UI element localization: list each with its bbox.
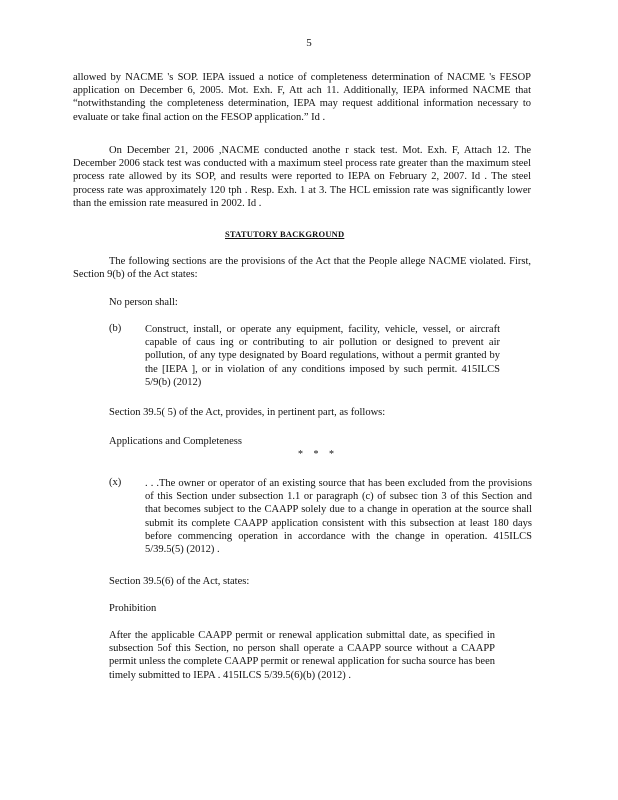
section-39-5-5-intro: Section 39.5( 5) of the Act, provides, in pertinent part, as follows: [109,407,386,418]
paragraph-text: allowed by NACME 's SOP. IEPA issued a notice of completeness determination of NACME 's FESOP application on December 6, 2005. Mot. Exh. F, Att ach 11. Additionally, IEPA informed NACME that “notwithstanding the completeness determination, IEPA may request additional information necessary to evaluate or take final action on the FESOP application.” Id . [73,72,531,123]
item-b-text: Construct, install, or operate any equipment, facility, vehicle, vessel, or aircraft capable of caus ing or contributing to air pollution or designed to prevent air pollution, of any type designated by Board regulations, without a permit granted by the [IEPA ], or in violation of any conditions imposed by such permit. 415ILCS 5/9(b) (2012) [145,324,500,388]
item-x-text: . . .The owner or operator of an existing source that has been excluded from the provisions of this Section under subsection 1.1 or paragraph (c) of subsec tion 3 of this Section and that becomes subject to the CAAPP solely due to a change in operation at the source shall submit its complete CAAPP application consistent with this subsection at least 180 days before commencing operation in accordance with the change in operation. 415ILCS 5/39.5(5) (2012) . [145,478,532,556]
item-b-letter: (b) [109,323,122,334]
paragraph-completeness [73,71,531,124]
paragraph-provisions [73,255,531,281]
prohibition-text: After the applicable CAAPP permit or renewal application submittal date, as specified in subsection 5of this Section, no person shall operate a CAAPP source without a CAAPP permit unless the complete CAAPP permit or renewal application for sucha source has been timely submitted to IEPA . 415ILCS 5/39.5(6)(b) (2012) . [109,630,495,681]
paragraph-stack-test [73,144,531,210]
ellipsis-stars: * * * [298,449,338,460]
no-person-label: No person shall: [109,297,178,308]
section-39-5-6-intro: Section 39.5(6) of the Act, states: [109,576,250,587]
prohibition-heading: Prohibition [109,603,157,614]
applications-heading: Applications and Completeness [109,436,242,447]
paragraph-text: On December 21, 2006 ,NACME conducted anothe r stack test. Mot. Exh. F, Attach 12. The December 2006 stack test was conducted with a maximum steel process rate greater than the maximum steel process rate allowed by its SOP, and results were reported to IEPA on February 2, 2007. Id . The steel process rate was approximately 120 tph . Resp. Exh. 1 at 3. The HCL emission rate was significantly lower than the emission rate measured in 2002. Id . [73,145,531,209]
paragraph-text: The following sections are the provisions of the Act that the People allege NACME violated. First, Section 9(b) of the Act states: [73,256,531,281]
item-x-letter: (x) [109,477,122,488]
section-heading: STATUTORY BACKGROUND [225,229,345,239]
page-number: 5 [306,37,312,49]
